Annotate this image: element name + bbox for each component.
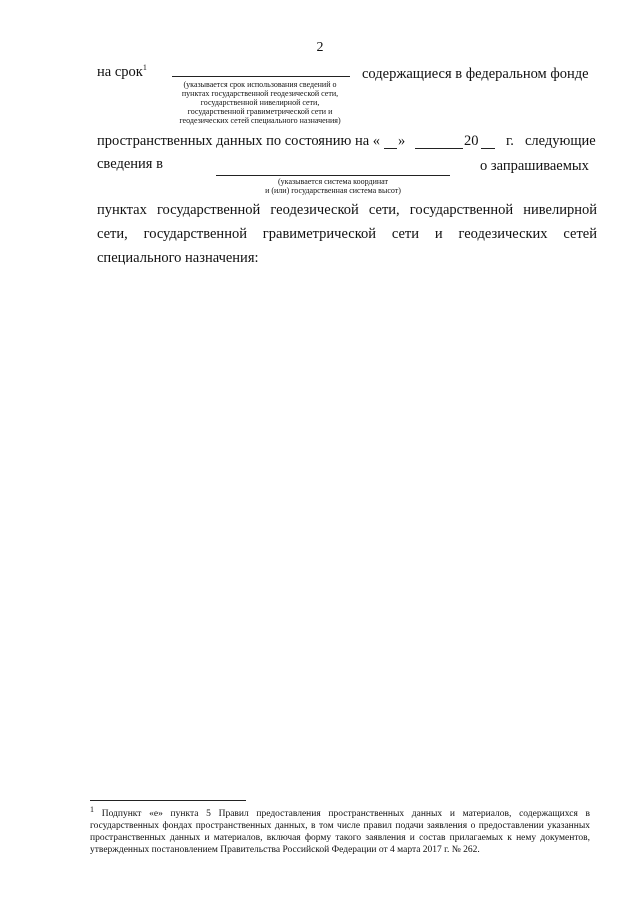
year-prefix: 20 (464, 133, 479, 149)
coords-caption-line: (указывается система координат (278, 177, 388, 186)
month-blank-line[interactable] (415, 148, 463, 149)
page-number: 2 (316, 40, 324, 55)
year-blank-line[interactable] (481, 148, 495, 149)
footnote (90, 804, 591, 856)
quote-close: » (398, 133, 406, 149)
term-label-text: на срок (97, 64, 143, 80)
paragraph-line: специального назначения: (97, 250, 259, 266)
row2-left-text: пространственных данных по состоянию на « (97, 133, 381, 149)
coords-caption-line: и (или) государственная система высот) (265, 186, 401, 195)
year-suffix: г. (506, 133, 514, 149)
term-caption-line: пунктах государственной геодезической сети, (181, 89, 339, 98)
term-caption (160, 80, 360, 125)
footnote-separator (90, 800, 246, 801)
term-caption-line: государственной нивелирной сети, (200, 98, 320, 107)
footnote-text: Подпункт «е» пункта 5 Правил предоставления пространственных данных и материалов, содержащихся в государственных фондах пространственных данных, в том числе правил подачи заявления о предоставлении указанных пространственных данных и материалов, включая форму такого заявления и состав прилагаемых к нему документов, утвержденных постановлением Правительства Российской Федерации от 4 марта 2017 г. № 262. (90, 809, 591, 855)
term-blank-line[interactable] (172, 76, 350, 77)
term-caption-line: геодезических сетей специального назначения) (179, 116, 341, 125)
body-paragraph (97, 198, 597, 270)
paragraph-line: пунктах государственной геодезической сети, государственной нивелирной (97, 202, 597, 218)
row1-right-text: содержащиеся в федеральном фонде (362, 66, 589, 82)
row3-right-text: о запрашиваемых (480, 158, 589, 174)
day-blank-line[interactable] (384, 148, 397, 149)
term-caption-line: (указывается срок использования сведений о (183, 80, 337, 89)
footnote-marker: 1 (90, 804, 94, 814)
row3-label: сведения в (97, 156, 163, 172)
coords-blank-line[interactable] (216, 175, 450, 176)
footnote-ref: 1 (142, 63, 147, 73)
paragraph-line: сети, государственной гравиметрической сети и геодезических сетей (97, 226, 597, 242)
term-caption-line: государственной гравиметрической сети и (187, 107, 333, 116)
coords-caption (216, 177, 450, 195)
row2-right-text: следующие (525, 133, 596, 149)
term-label (97, 64, 147, 81)
